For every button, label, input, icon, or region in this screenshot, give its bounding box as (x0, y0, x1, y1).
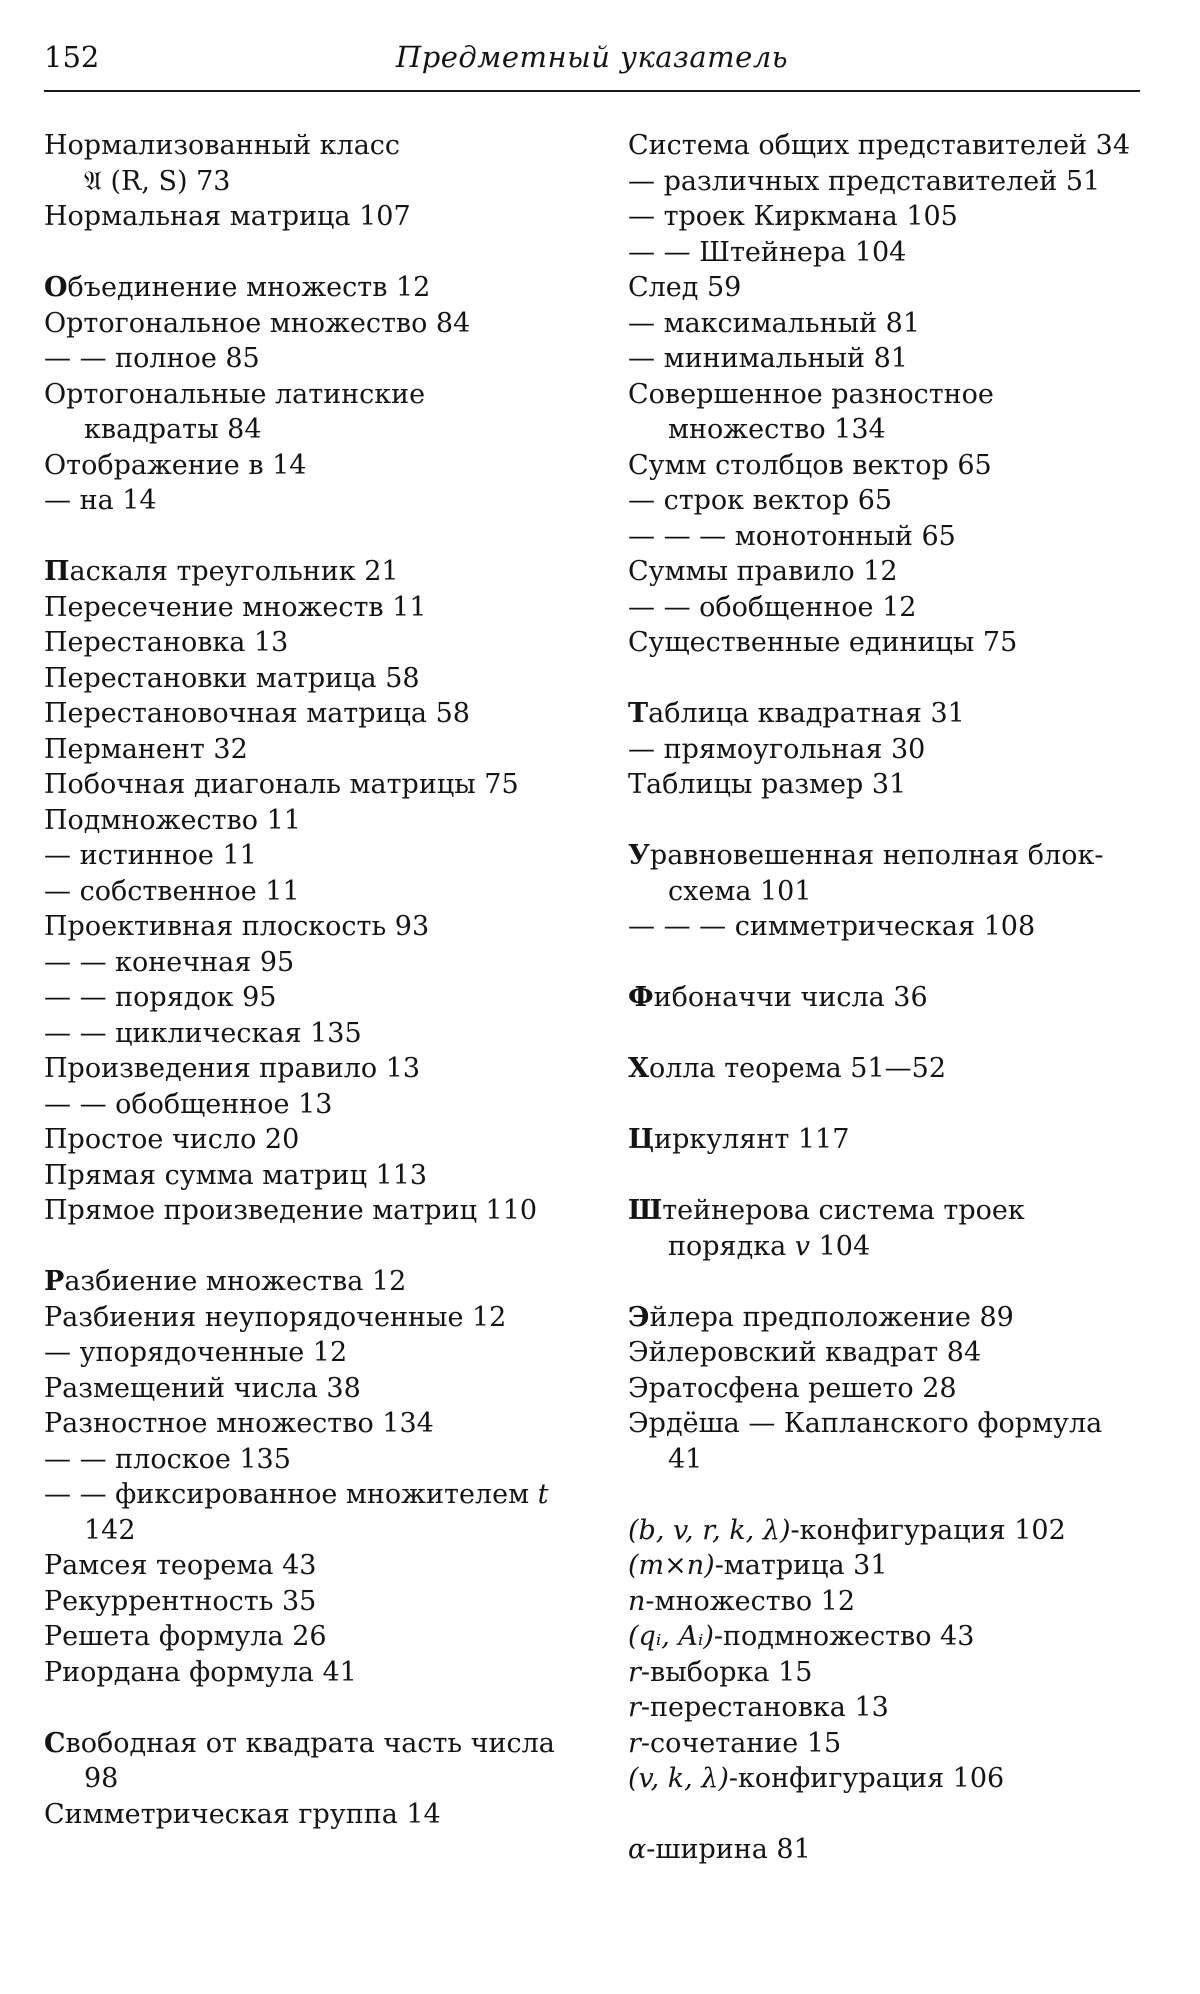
index-entry: Разностное множество 134 (44, 1408, 434, 1439)
index-entry: — — фиксированное множителем t 142 (44, 1479, 549, 1546)
index-column-left (44, 128, 564, 1832)
index-entry: Нормализованный класс 𝔄 (R, S) 73 (44, 130, 401, 197)
index-entry: Эйлера предположение 89 (628, 1301, 1014, 1333)
index-entry: Свободная от квадрата часть числа 98 (44, 1727, 555, 1794)
index-entry: Паскаля треугольник 21 (44, 556, 399, 587)
header-rule (44, 90, 1140, 92)
index-entry: Разбиения неупорядоченные 12 (44, 1301, 507, 1333)
index-entry: α-ширина 81 (628, 1834, 811, 1865)
section-gap (628, 1477, 1144, 1513)
index-entry: Решета формула 26 (44, 1621, 327, 1652)
index-entry: Произведения правило 13 (44, 1053, 421, 1084)
index-column-right (628, 128, 1144, 1868)
index-entry: Рекуррентность 35 (44, 1585, 317, 1617)
index-entry: — — Штейнера 104 (628, 236, 907, 268)
section-gap (628, 1087, 1144, 1123)
index-entry: — троек Киркмана 105 (628, 201, 958, 232)
index-entry: Циркулянт 117 (628, 1124, 850, 1155)
index-entry: Ортогональное множество 84 (44, 307, 471, 339)
index-entry: Эйлеровский квадрат 84 (628, 1337, 982, 1368)
index-entry: Перестановочная матрица 58 (44, 698, 470, 729)
index-entry: — — порядок 95 (44, 982, 277, 1013)
index-entry: Риордана формула 41 (44, 1656, 357, 1688)
index-entry: Прямое произведение матриц 110 (44, 1195, 538, 1226)
index-entry: Штейнерова система троек порядка v 104 (628, 1195, 1025, 1262)
index-entry: — различных представителей 51 (628, 165, 1101, 197)
running-title: Предметный указатель (395, 40, 789, 74)
index-entry: — — обобщенное 13 (44, 1088, 333, 1120)
section-gap (44, 235, 564, 271)
index-entry: — — — симметрическая 108 (628, 911, 1036, 942)
section-gap (44, 1690, 564, 1726)
index-entry: — на 14 (44, 485, 157, 516)
section-gap (628, 1797, 1144, 1833)
index-entry: Подмножество 11 (44, 804, 301, 836)
index-entry: Отображение в 14 (44, 449, 307, 481)
index-entry: Пересечение множеств 11 (44, 591, 427, 623)
index-entry: Размещений числа 38 (44, 1372, 361, 1404)
index-entry: — максимальный 81 (628, 307, 921, 339)
index-entry: Сумм столбцов вектор 65 (628, 449, 992, 481)
index-entry: (qᵢ, Aᵢ)-подмножество 43 (628, 1621, 975, 1652)
index-entry: — — — монотонный 65 (628, 520, 956, 552)
section-gap (628, 1016, 1144, 1052)
index-entry: Перманент 32 (44, 733, 248, 765)
index-entry: Таблицы размер 31 (628, 769, 907, 800)
index-entry: Прямая сумма матриц 113 (44, 1159, 428, 1191)
section-gap (628, 1158, 1144, 1194)
index-entry: Уравновешенная неполная блок-схема 101 (628, 840, 1104, 907)
index-entry: — — обобщенное 12 (628, 591, 917, 623)
index-entry: Ортогональные латинские квадраты 84 (44, 378, 426, 445)
index-entry: Проективная плоскость 93 (44, 911, 430, 942)
index-entry: Фибоначчи числа 36 (628, 982, 928, 1013)
section-gap (628, 803, 1144, 839)
index-entry: Совершенное разностное множество 134 (628, 378, 994, 445)
section-gap (628, 661, 1144, 697)
index-entry: Перестановка 13 (44, 627, 289, 658)
index-entry: Таблица квадратная 31 (628, 698, 965, 729)
index-entry: — собственное 11 (44, 875, 300, 907)
index-entry: Нормальная матрица 107 (44, 201, 411, 232)
index-entry: (m×n)-матрица 31 (628, 1550, 888, 1581)
index-entry: r-сочетание 15 (628, 1727, 842, 1759)
index-entry: — упорядоченные 12 (44, 1337, 348, 1368)
index-entry: — — полное 85 (44, 343, 260, 374)
section-gap (628, 945, 1144, 981)
index-entry: След 59 (628, 272, 742, 303)
index-entry: Симметрическая группа 14 (44, 1798, 441, 1830)
index-entry: Рамсея теорема 43 (44, 1550, 317, 1581)
index-entry: Побочная диагональ матрицы 75 (44, 769, 519, 800)
index-entry: r-выборка 15 (628, 1656, 813, 1688)
section-gap (44, 1229, 564, 1265)
page-number: 152 (44, 40, 100, 74)
index-entry: (b, v, r, k, λ)-конфигурация 102 (628, 1514, 1066, 1546)
page-header (44, 40, 1140, 80)
index-entry: r-перестановка 13 (628, 1692, 889, 1723)
index-entry: — истинное 11 (44, 840, 257, 871)
index-entry: Холла теорема 51—52 (628, 1053, 947, 1084)
index-entry: n-множество 12 (628, 1585, 856, 1617)
index-entry: Простое число 20 (44, 1124, 300, 1155)
index-entry: Существенные единицы 75 (628, 627, 1018, 658)
index-entry: — минимальный 81 (628, 343, 908, 374)
index-entry: Разбиение множества 12 (44, 1266, 407, 1297)
section-gap (628, 1264, 1144, 1300)
index-entry: — прямоугольная 30 (628, 733, 926, 765)
index-entry: Система общих представителей 34 (628, 130, 1131, 161)
index-entry: Эратосфена решето 28 (628, 1372, 957, 1404)
section-gap (44, 519, 564, 555)
index-entry: Эрдёша — Капланского формула 41 (628, 1408, 1103, 1475)
index-entry: (v, k, λ)-конфигурация 106 (628, 1763, 1005, 1794)
index-entry: Объединение множеств 12 (44, 272, 431, 303)
index-entry: — — плоское 135 (44, 1443, 291, 1475)
index-entry: — — циклическая 135 (44, 1017, 362, 1049)
index-entry: — строк вектор 65 (628, 485, 893, 516)
index-entry: Перестановки матрица 58 (44, 662, 420, 694)
index-entry: Суммы правило 12 (628, 556, 898, 587)
index-entry: — — конечная 95 (44, 946, 295, 978)
